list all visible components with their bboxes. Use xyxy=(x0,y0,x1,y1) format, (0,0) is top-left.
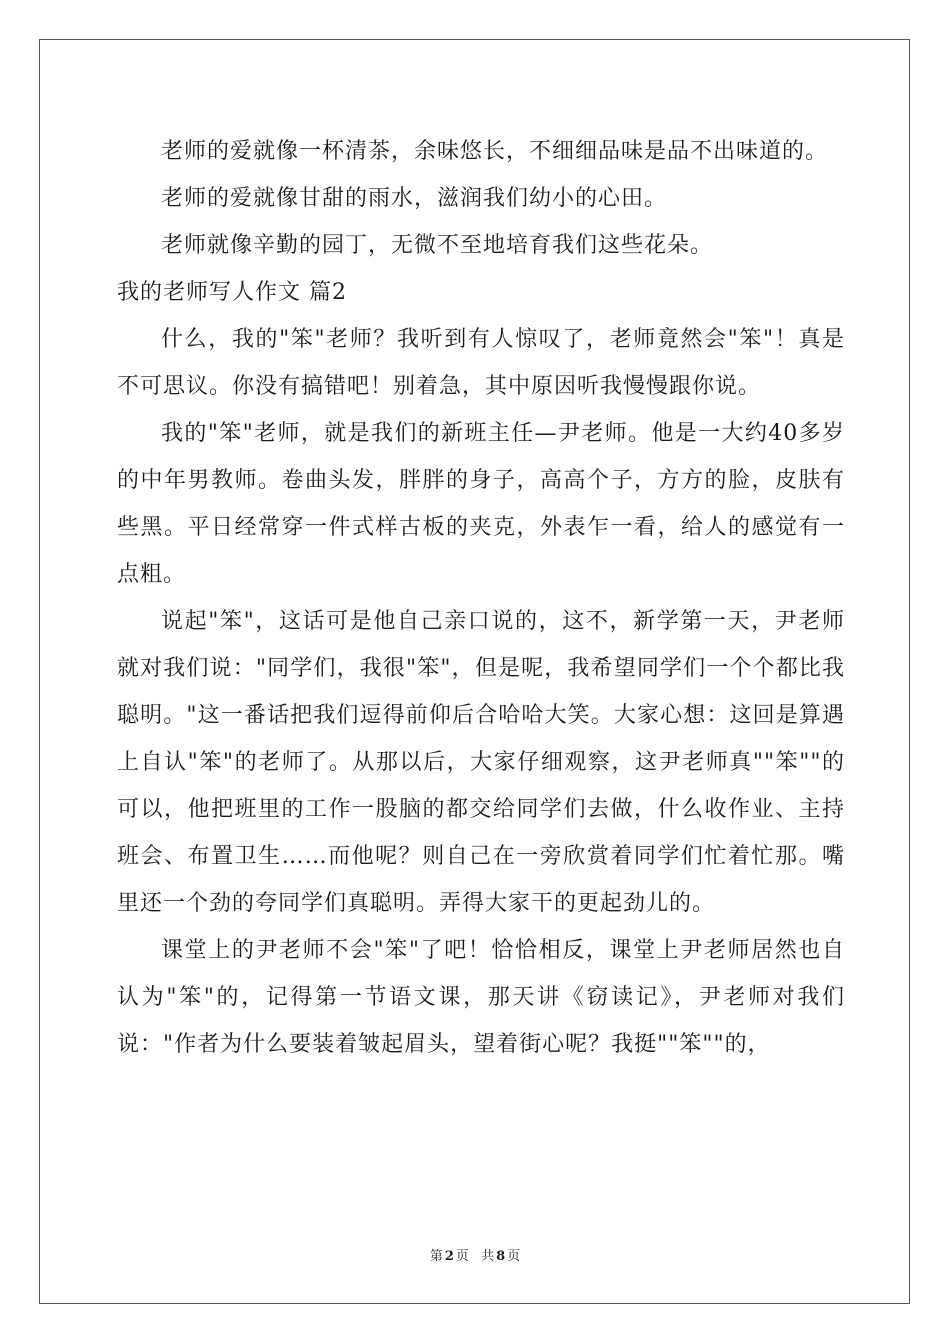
body-paragraph-2: 我的"笨"老师，就是我们的新班主任—尹老师。他是一大约40多岁的中年男教师。卷曲头发，胖胖的身子，高高个子，方方的脸，皮肤有些黑。平日经常穿一件式样古板的夹克，外表乍一看，给人的感觉有一点粗。 xyxy=(117,421,845,587)
section-heading: 我的老师写人作文 篇2 xyxy=(117,280,347,305)
body-paragraph-4: 课堂上的尹老师不会"笨"了吧！恰恰相反，课堂上尹老师居然也自认为"笨"的，记得第一节语文课，那天讲《窃读记》，尹老师对我们说："作者为什么要装着皱起眉头，望着街心呢？我挺""笨""的， xyxy=(117,938,845,1057)
page-total: 共 8 页 xyxy=(481,1249,521,1264)
body-paragraph-3: 说起"笨"，这话可是他自己亲口说的，这不，新学第一天，尹老师就对我们说："同学们，我很"笨"，但是呢，我希望同学们一个个都比我聪明。"这一番话把我们逗得前仰后合哈哈大笑。大家心想：这回是算遇上自认"笨"的老师了。从那以后，大家仔细观察，这尹老师真""笨""的可以，他把班里的工作一股脑的都交给同学们去做，什么收作业、主持班会、布置卫生……而他呢？则自己在一旁欣赏着同学们忙着忙那。嘴里还一个劲的夸同学们真聪明。弄得大家干的更起劲儿的。 xyxy=(117,609,845,916)
page-footer xyxy=(0,1245,950,1264)
intro-paragraph-2: 老师的爱就像甘甜的雨水，滋润我们幼小的心田。 xyxy=(161,186,668,211)
document-body xyxy=(117,128,845,1068)
intro-paragraph-1: 老师的爱就像一杯清茶，余味悠长，不细细品味是品不出味道的。 xyxy=(161,139,829,164)
body-paragraph-1: 什么，我的"笨"老师？我听到有人惊叹了，老师竟然会"笨"！真是不可思议。你没有搞错吧！别着急，其中原因听我慢慢跟你说。 xyxy=(117,327,845,399)
intro-paragraph-3: 老师就像辛勤的园丁，无微不至地培育我们这些花朵。 xyxy=(161,233,714,258)
page-number: 第 2 页 xyxy=(429,1249,469,1264)
